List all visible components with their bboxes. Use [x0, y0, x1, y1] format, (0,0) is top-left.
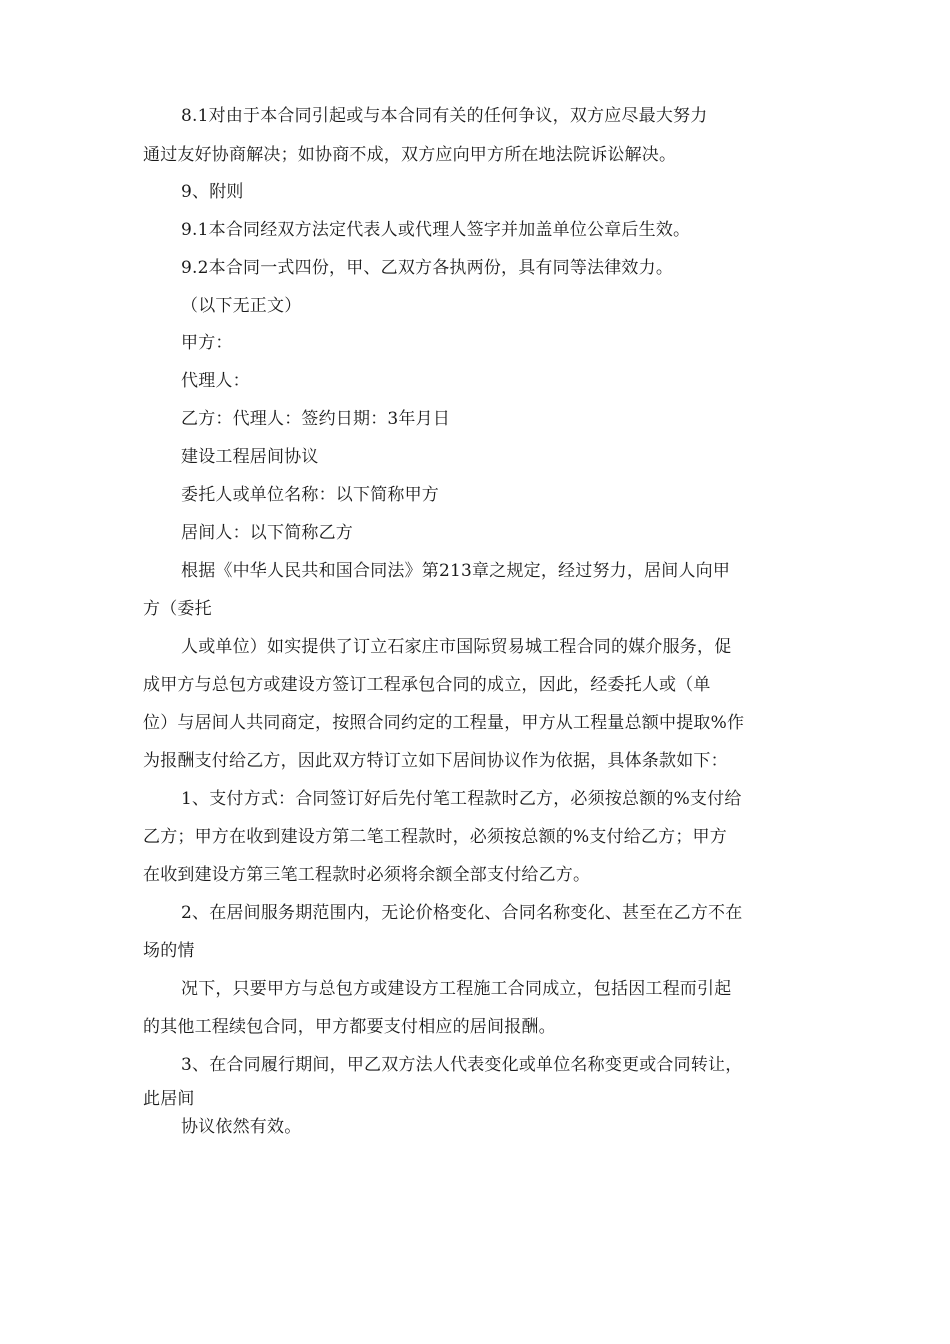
preamble-line-6: 为报酬支付给乙方，因此双方特订立如下居间协议作为依据，具体条款如下：	[143, 751, 728, 771]
party-b-signature-line: 乙方：代理人：签约日期：3年月日	[181, 409, 451, 429]
service-period-clause-line-2: 场的情	[143, 941, 195, 961]
payment-clause-line-3: 在收到建设方第三笔工程款时必须将余额全部支付给乙方。	[143, 865, 591, 885]
clause-9-2: 9.2本合同一式四份，甲、乙双方各执两份，具有同等法律效力。	[181, 258, 674, 278]
service-period-clause-line-3: 况下，只要甲方与总包方或建设方工程施工合同成立，包括因工程而引起	[181, 979, 732, 999]
agent-label: 代理人：	[181, 371, 250, 391]
preamble-line-4: 成甲方与总包方或建设方签订工程承包合同的成立，因此，经委托人或（单	[143, 675, 711, 695]
party-a-label: 甲方：	[181, 333, 233, 353]
preamble-line-5: 位）与居间人共同商定，按照合同约定的工程量，甲方从工程量总额中提取%作	[143, 713, 745, 733]
preamble-line-1: 根据《中华人民共和国合同法》第213章之规定，经过努力，居间人向甲	[181, 561, 731, 581]
clause-9-1: 9.1本合同经双方法定代表人或代理人签字并加盖单位公章后生效。	[181, 220, 691, 240]
payment-clause-line-1: 1、支付方式：合同签订好后先付笔工程款时乙方，必须按总额的%支付给	[181, 789, 742, 809]
no-further-text-note: （以下无正文）	[181, 296, 302, 316]
clause-8-1-line-2: 通过友好协商解决；如协商不成，双方应向甲方所在地法院诉讼解决。	[143, 145, 677, 165]
intermediary-line: 居间人：以下简称乙方	[181, 523, 353, 543]
clause-8-1-line-1: 8.1对由于本合同引起或与本合同有关的任何争议，双方应尽最大努力	[181, 106, 708, 126]
validity-clause-line-1: 3、在合同履行期间，甲乙双方法人代表变化或单位名称变更或合同转让，	[181, 1055, 743, 1075]
validity-clause-line-2: 此居间	[143, 1089, 195, 1109]
service-period-clause-line-1: 2、在居间服务期范围内，无论价格变化、合同名称变化、甚至在乙方不在	[181, 903, 743, 923]
validity-clause-line-3: 协议依然有效。	[181, 1117, 302, 1137]
payment-clause-line-2: 乙方；甲方在收到建设方第二笔工程款时，必须按总额的%支付给乙方；甲方	[143, 827, 727, 847]
client-name-line: 委托人或单位名称：以下简称甲方	[181, 485, 439, 505]
preamble-line-3: 人或单位）如实提供了订立石家庄市国际贸易城工程合同的媒介服务，促	[181, 637, 732, 657]
service-period-clause-line-4: 的其他工程续包合同，甲方都要支付相应的居间报酬。	[143, 1017, 556, 1037]
agreement-title: 建设工程居间协议	[181, 447, 319, 467]
preamble-line-2: 方（委托	[143, 599, 212, 619]
section-9-heading: 9、附则	[181, 182, 244, 202]
